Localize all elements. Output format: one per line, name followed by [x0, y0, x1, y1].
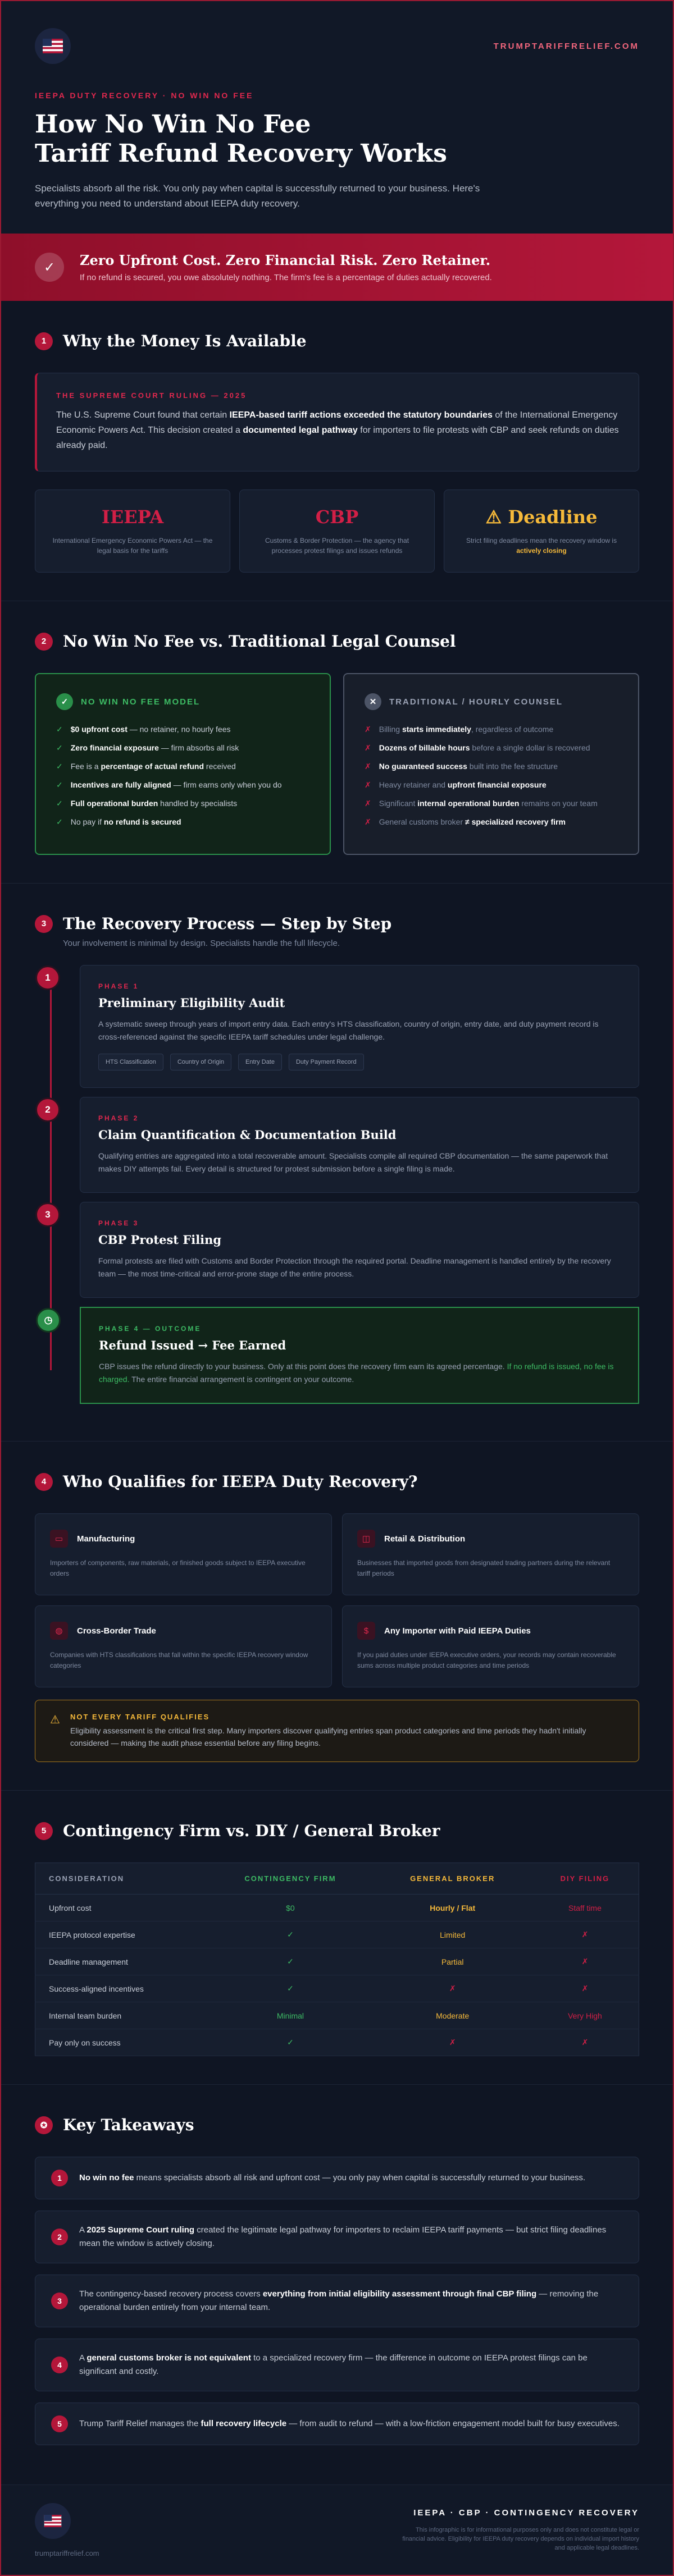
stat-value: ⚠ Deadline — [485, 506, 598, 528]
text-post: received — [204, 762, 236, 771]
row-label: Internal team burden — [35, 2002, 207, 2029]
step-number: 2 — [35, 1097, 60, 1122]
outcome-step-card — [44, 1307, 639, 1404]
step-title: Refund Issued → Fee Earned — [99, 1338, 286, 1352]
stat-ieepa — [35, 489, 230, 573]
section-takeaways — [1, 2085, 673, 2485]
qualify-card-cross-border — [35, 1605, 332, 1687]
takeaway-card — [35, 2339, 639, 2391]
card-text: Companies with HTS classifications that fall within the specific IEEPA recovery window categories — [50, 1651, 308, 1669]
text-bold: no refund is secured — [103, 817, 181, 826]
step-text: A systematic sweep through years of import entry data. Each entry's HTS classification, country of origin, entry date, and duty payment record is cross-referenced against the specific IEEPA tariff schedules under legal challenge. — [98, 1019, 599, 1041]
takeaway-text — [79, 2223, 623, 2250]
card-text: If you paid duties under IEEPA executive orders, your records may contain recoverable sums across multiple product categories and time periods — [357, 1651, 616, 1669]
list-item-text — [71, 816, 181, 827]
stat-value: CBP — [315, 506, 359, 528]
section-table — [1, 1791, 673, 2085]
table-cell: ✓ — [207, 1921, 374, 1948]
card-title: TRADITIONAL / HOURLY COUNSEL — [389, 697, 563, 707]
column-header: GENERAL BROKER — [374, 1863, 531, 1895]
table-cell: $0 — [207, 1895, 374, 1921]
list-item — [56, 816, 309, 827]
table-cell: Staff time — [531, 1895, 639, 1921]
text-post: before a single dollar is recovered — [470, 743, 590, 752]
list-item — [365, 742, 618, 753]
tag-list — [98, 1054, 621, 1070]
step-card — [45, 965, 639, 1088]
section-title: Contingency Firm vs. DIY / General Broker — [63, 1822, 440, 1840]
list-item — [365, 798, 618, 809]
x-icon: ✗ — [365, 799, 371, 808]
hero — [1, 91, 673, 234]
table-cell: ✗ — [531, 1921, 639, 1948]
section-title: No Win No Fee vs. Traditional Legal Counsel — [63, 632, 456, 651]
section-why-money — [1, 301, 673, 601]
stat-text: Customs & Border Protection — the agency that processes protest filings and issues refunds — [265, 537, 409, 555]
step-number: 3 — [35, 1202, 60, 1227]
list-item — [56, 798, 309, 809]
section-number: 1 — [35, 332, 53, 350]
takeaway-card — [35, 2275, 639, 2327]
step-title: CBP Protest Filing — [98, 1233, 222, 1247]
row-label: IEEPA protocol expertise — [35, 1921, 207, 1948]
stat-text: Strict filing deadlines mean the recovery window is actively closing — [466, 537, 617, 555]
table-cell: Hourly / Flat — [374, 1895, 531, 1921]
table-cell: ✓ — [207, 2029, 374, 2056]
x-icon: ✗ — [365, 780, 371, 789]
list-item-text — [71, 724, 231, 735]
text-pre: No pay if — [70, 817, 104, 826]
takeaway-number: 2 — [51, 2229, 68, 2245]
dollar-icon: $ — [357, 1622, 375, 1640]
table-cell: Partial — [374, 1948, 531, 1975]
zero-risk-banner — [1, 234, 673, 301]
list-item-text — [379, 798, 598, 809]
list-item — [56, 724, 309, 735]
ruling-text: The U.S. Supreme Court found that certain IEEPA-based tariff actions exceeded the statutory boundaries of the International Emergency Economic Powers Act. This decision created a documented legal pathway for importers to file protests with CBP and seek refunds on duties already paid. — [56, 410, 619, 450]
takeaway-text — [79, 2171, 585, 2185]
text-bold: No win no fee — [79, 2173, 134, 2182]
table-cell: ✓ — [207, 1975, 374, 2002]
takeaway-card — [35, 2211, 639, 2263]
check-icon: ✓ — [56, 743, 63, 752]
list-item — [365, 816, 618, 827]
check-icon: ✓ — [56, 817, 63, 826]
text-pre: A — [79, 2353, 87, 2363]
hero-title: How No Win No Fee Tariff Refund Recovery Works — [35, 110, 447, 168]
table-cell: Minimal — [207, 2002, 374, 2029]
x-icon: ✗ — [365, 743, 371, 752]
step-phase: PHASE 4 — OUTCOME — [99, 1325, 202, 1333]
text-post: , regardless of outcome — [471, 725, 554, 734]
stat-cbp — [239, 489, 435, 573]
flag-logo-icon[interactable] — [35, 28, 71, 64]
text-post: remains on your team — [519, 799, 598, 808]
section-number: 5 — [35, 1822, 53, 1840]
text-bold: full recovery lifecycle — [201, 2419, 287, 2428]
text-pre: Billing — [379, 725, 402, 734]
table-cell: ✗ — [374, 2029, 531, 2056]
card-title: NO WIN NO FEE MODEL — [81, 697, 201, 707]
step-text: Formal protests are filed with Customs and Border Protection through the required portal. Deadline management is handled entirely by the recovery team — the most time-critical and error-prone stage of the entire process. — [98, 1256, 611, 1278]
globe-icon: ◍ — [50, 1622, 68, 1640]
list-item — [365, 779, 618, 790]
text-post: to a specialized recovery firm — the difference in outcome on IEEPA protest filings can be significant and costly. — [79, 2353, 588, 2376]
table-cell: ✗ — [531, 1975, 639, 2002]
list-item-text — [379, 816, 566, 827]
text-pre: The contingency-based recovery process covers — [79, 2289, 263, 2299]
clock-icon: ◷ — [36, 1308, 61, 1333]
section-number: 3 — [35, 915, 53, 933]
list-item-text — [379, 779, 547, 790]
check-icon: ✓ — [56, 725, 63, 734]
card-title: Any Importer with Paid IEEPA Duties — [384, 1626, 531, 1636]
step-phase: PHASE 2 — [98, 1114, 139, 1122]
table-row — [35, 1921, 639, 1948]
list-item-text — [71, 761, 236, 772]
step-phase: PHASE 1 — [98, 982, 139, 990]
x-icon: ✗ — [365, 725, 371, 734]
list-item-text — [379, 742, 590, 753]
text-post: created the legitimate legal pathway for importers to reclaim IEEPA tariff payments — but strict filing deadlines mean the window is actively closing. — [79, 2225, 607, 2248]
list-item — [56, 761, 309, 772]
list-item — [365, 761, 618, 772]
step-card — [45, 1202, 639, 1298]
warning-icon: ⚠ — [50, 1714, 60, 1726]
text-post: handled by specialists — [158, 799, 238, 808]
text-pre: A — [79, 2225, 87, 2235]
header — [1, 1, 673, 91]
list-item — [56, 742, 309, 753]
table-cell: Limited — [374, 1921, 531, 1948]
step-title: Claim Quantification & Documentation Build — [98, 1128, 397, 1142]
section-title: Key Takeaways — [63, 2116, 194, 2134]
step-text: CBP issues the refund directly to your business. Only at this point does the recovery firm earn its agreed percentage. If no refund is issued, no fee is charged. The entire financial arrangement is contingent on your outcome. — [99, 1362, 614, 1384]
drawback-list — [365, 724, 618, 827]
text-bold: Zero financial exposure — [70, 743, 159, 752]
qualify-card-manufacturing — [35, 1513, 332, 1595]
section-title: Why the Money Is Available — [63, 332, 307, 350]
comparison-table — [35, 1863, 639, 2056]
flag-logo-icon — [35, 2503, 71, 2539]
takeaway-text — [79, 2417, 620, 2431]
x-icon: ✗ — [365, 817, 371, 826]
warning-text: Eligibility assessment is the critical first step. Many importers discover qualifying entries span product categories and time periods they hadn't initially considered — making the audit phase essential before any filing begins. — [70, 1726, 586, 1747]
step-card — [45, 1097, 639, 1193]
card-text: Businesses that imported goods from designated trading partners during the relevant tariff periods — [357, 1559, 611, 1577]
footer-tagline: IEEPA · CBP · CONTINGENCY RECOVERY — [413, 2508, 639, 2518]
text-bold: internal operational burden — [417, 799, 520, 808]
text-bold: Full operational burden — [70, 799, 158, 808]
section-process — [1, 884, 673, 1442]
takeaway-card — [35, 2403, 639, 2445]
footer-disclaimer: This infographic is for informational purposes only and does not constitute legal or financial advice. Eligibility for IEEPA duty recovery depends on individual import history and applicable legal deadlines. — [402, 2526, 639, 2551]
check-icon: ✓ — [56, 693, 73, 710]
list-item-text — [71, 779, 282, 790]
column-header: CONTINGENCY FIRM — [207, 1863, 374, 1895]
card-text: Importers of components, raw materials, or finished goods subject to IEEPA executive orders — [50, 1559, 306, 1577]
table-cell: Moderate — [374, 2002, 531, 2029]
check-circle-icon: ✓ — [35, 253, 64, 282]
text-bold: starts immediately — [402, 725, 471, 734]
list-item-text — [71, 742, 239, 753]
check-icon: ✓ — [56, 780, 63, 789]
step-number: 1 — [35, 966, 60, 990]
benefit-list — [56, 724, 309, 827]
qualify-card-retail — [342, 1513, 639, 1595]
table-row — [35, 1948, 639, 1975]
site-url-link[interactable]: TRUMPTARIFFRELIEF.COM — [493, 41, 639, 51]
table-row — [35, 2029, 639, 2056]
text-bold: Dozens of billable hours — [379, 743, 470, 752]
row-label: Success-aligned incentives — [35, 1975, 207, 2002]
tag: Entry Date — [238, 1054, 282, 1070]
table-row — [35, 2002, 639, 2029]
table-cell: ✗ — [531, 1948, 639, 1975]
table-row — [35, 1895, 639, 1921]
text-bold: $0 upfront cost — [70, 725, 127, 734]
text-bold: percentage of actual refund — [101, 762, 204, 771]
step-title: Preliminary Eligibility Audit — [98, 996, 285, 1010]
section-qualifies — [1, 1442, 673, 1791]
text-post: — removing the operational burden entirely from your internal team. — [79, 2289, 599, 2312]
banner-title: Zero Upfront Cost. Zero Financial Risk. Zero Retainer. — [80, 252, 491, 268]
ruling-label: THE SUPREME COURT RULING — 2025 — [56, 391, 247, 400]
stat-value: IEEPA — [101, 506, 164, 528]
no-win-no-fee-card — [35, 673, 331, 855]
text-post: — firm earns only when you do — [171, 780, 282, 789]
text-bold: everything from initial eligibility assessment through final CBP filing — [262, 2289, 537, 2299]
footer — [1, 2485, 673, 2575]
takeaway-list — [35, 2157, 639, 2445]
section-title: The Recovery Process — Step by Step — [63, 914, 392, 933]
takeaway-number: 4 — [51, 2357, 68, 2373]
ruling-card — [35, 373, 639, 472]
list-item-text — [379, 724, 554, 735]
table-row — [35, 1975, 639, 2002]
hero-intro: Specialists absorb all the risk. You only pay when capital is successfully returned to your business. Here's everything you need to understand about IEEPA duty recovery. — [35, 183, 480, 209]
shopping-bag-icon: ◫ — [357, 1530, 375, 1548]
takeaway-text — [79, 2351, 623, 2378]
table-cell: ✗ — [531, 2029, 639, 2056]
qualify-card-any-importer — [342, 1605, 639, 1687]
text-pre: Significant — [379, 799, 418, 808]
text-post: — no retainer, no hourly fees — [127, 725, 231, 734]
takeaway-text — [79, 2287, 623, 2314]
takeaway-number: 1 — [51, 2170, 68, 2186]
stat-deadline — [444, 489, 639, 573]
tag: HTS Classification — [98, 1054, 163, 1070]
takeaway-number: 5 — [51, 2415, 68, 2432]
card-title: Cross-Border Trade — [77, 1626, 156, 1636]
section-title: Who Qualifies for IEEPA Duty Recovery? — [63, 1472, 418, 1491]
card-title: Retail & Distribution — [384, 1534, 466, 1544]
text-pre: General customs broker — [379, 817, 466, 826]
section-number: 4 — [35, 1473, 53, 1491]
stat-text: International Emergency Economic Powers Act — the legal basis for the tariffs — [52, 537, 213, 555]
text-post: — from audit to refund — with a low-friction engagement model built for busy executives. — [286, 2419, 620, 2428]
traditional-counsel-card — [343, 673, 639, 855]
warning-title: NOT EVERY TARIFF QUALIFIES — [70, 1713, 210, 1721]
section-number: 2 — [35, 633, 53, 651]
table-cell: ✓ — [207, 1948, 374, 1975]
takeaway-number: 3 — [51, 2293, 68, 2309]
hero-eyebrow: IEEPA DUTY RECOVERY · NO WIN NO FEE — [35, 91, 254, 100]
footer-site-link[interactable]: trumptariffrelief.com — [35, 2548, 99, 2557]
text-post: built into the fee structure — [467, 762, 558, 771]
list-item-text — [71, 798, 237, 809]
x-icon: ✗ — [365, 762, 371, 771]
takeaway-card — [35, 2157, 639, 2199]
column-header: CONSIDERATION — [35, 1863, 207, 1895]
check-icon: ✓ — [56, 762, 63, 771]
tag: Country of Origin — [170, 1054, 231, 1070]
text-bold: general customs broker is not equivalent — [86, 2353, 251, 2363]
close-icon: ✕ — [365, 693, 381, 710]
section-subtitle: Your involvement is minimal by design. Specialists handle the full lifecycle. — [63, 939, 340, 948]
text-bold: upfront financial exposure — [447, 780, 547, 789]
list-item-text — [379, 761, 558, 772]
list-item — [365, 724, 618, 735]
monitor-icon: ▭ — [50, 1530, 68, 1548]
process-timeline — [35, 965, 639, 1404]
banner-text: If no refund is secured, you owe absolutely nothing. The firm's fee is a percentage of duties actually recovered. — [80, 273, 492, 282]
text-pre: Trump Tariff Relief manages the — [79, 2419, 201, 2428]
card-title: Manufacturing — [77, 1534, 135, 1544]
text-bold: Incentives are fully aligned — [70, 780, 171, 789]
text-pre: Fee is a — [70, 762, 101, 771]
step-phase: PHASE 3 — [98, 1219, 139, 1227]
text-post: — firm absorbs all risk — [158, 743, 239, 752]
row-label: Deadline management — [35, 1948, 207, 1975]
text-post: means specialists absorb all risk and upfront cost — you only pay when capital is successfully returned to your business. — [134, 2173, 586, 2182]
table-cell: ✗ — [374, 1975, 531, 2002]
text-bold: No guaranteed success — [379, 762, 467, 771]
table-cell: Very High — [531, 2002, 639, 2029]
row-label: Upfront cost — [35, 1895, 207, 1921]
star-icon: ✪ — [35, 2116, 53, 2134]
text-bold: ≠ specialized recovery firm — [465, 817, 566, 826]
warning-callout — [35, 1700, 639, 1762]
text-pre: Heavy retainer and — [379, 780, 448, 789]
text-bold: 2025 Supreme Court ruling — [86, 2225, 195, 2235]
step-text: Qualifying entries are aggregated into a total recoverable amount. Specialists compile all required CBP documentation — the same paperwork that makes DIY attempts fail. Every detail is structured for protest submission before a single filing is made. — [98, 1151, 608, 1173]
column-header: DIY FILING — [531, 1863, 639, 1895]
check-icon: ✓ — [56, 799, 63, 808]
row-label: Pay only on success — [35, 2029, 207, 2056]
tag: Duty Payment Record — [289, 1054, 364, 1070]
section-comparison — [1, 601, 673, 884]
list-item — [56, 779, 309, 790]
